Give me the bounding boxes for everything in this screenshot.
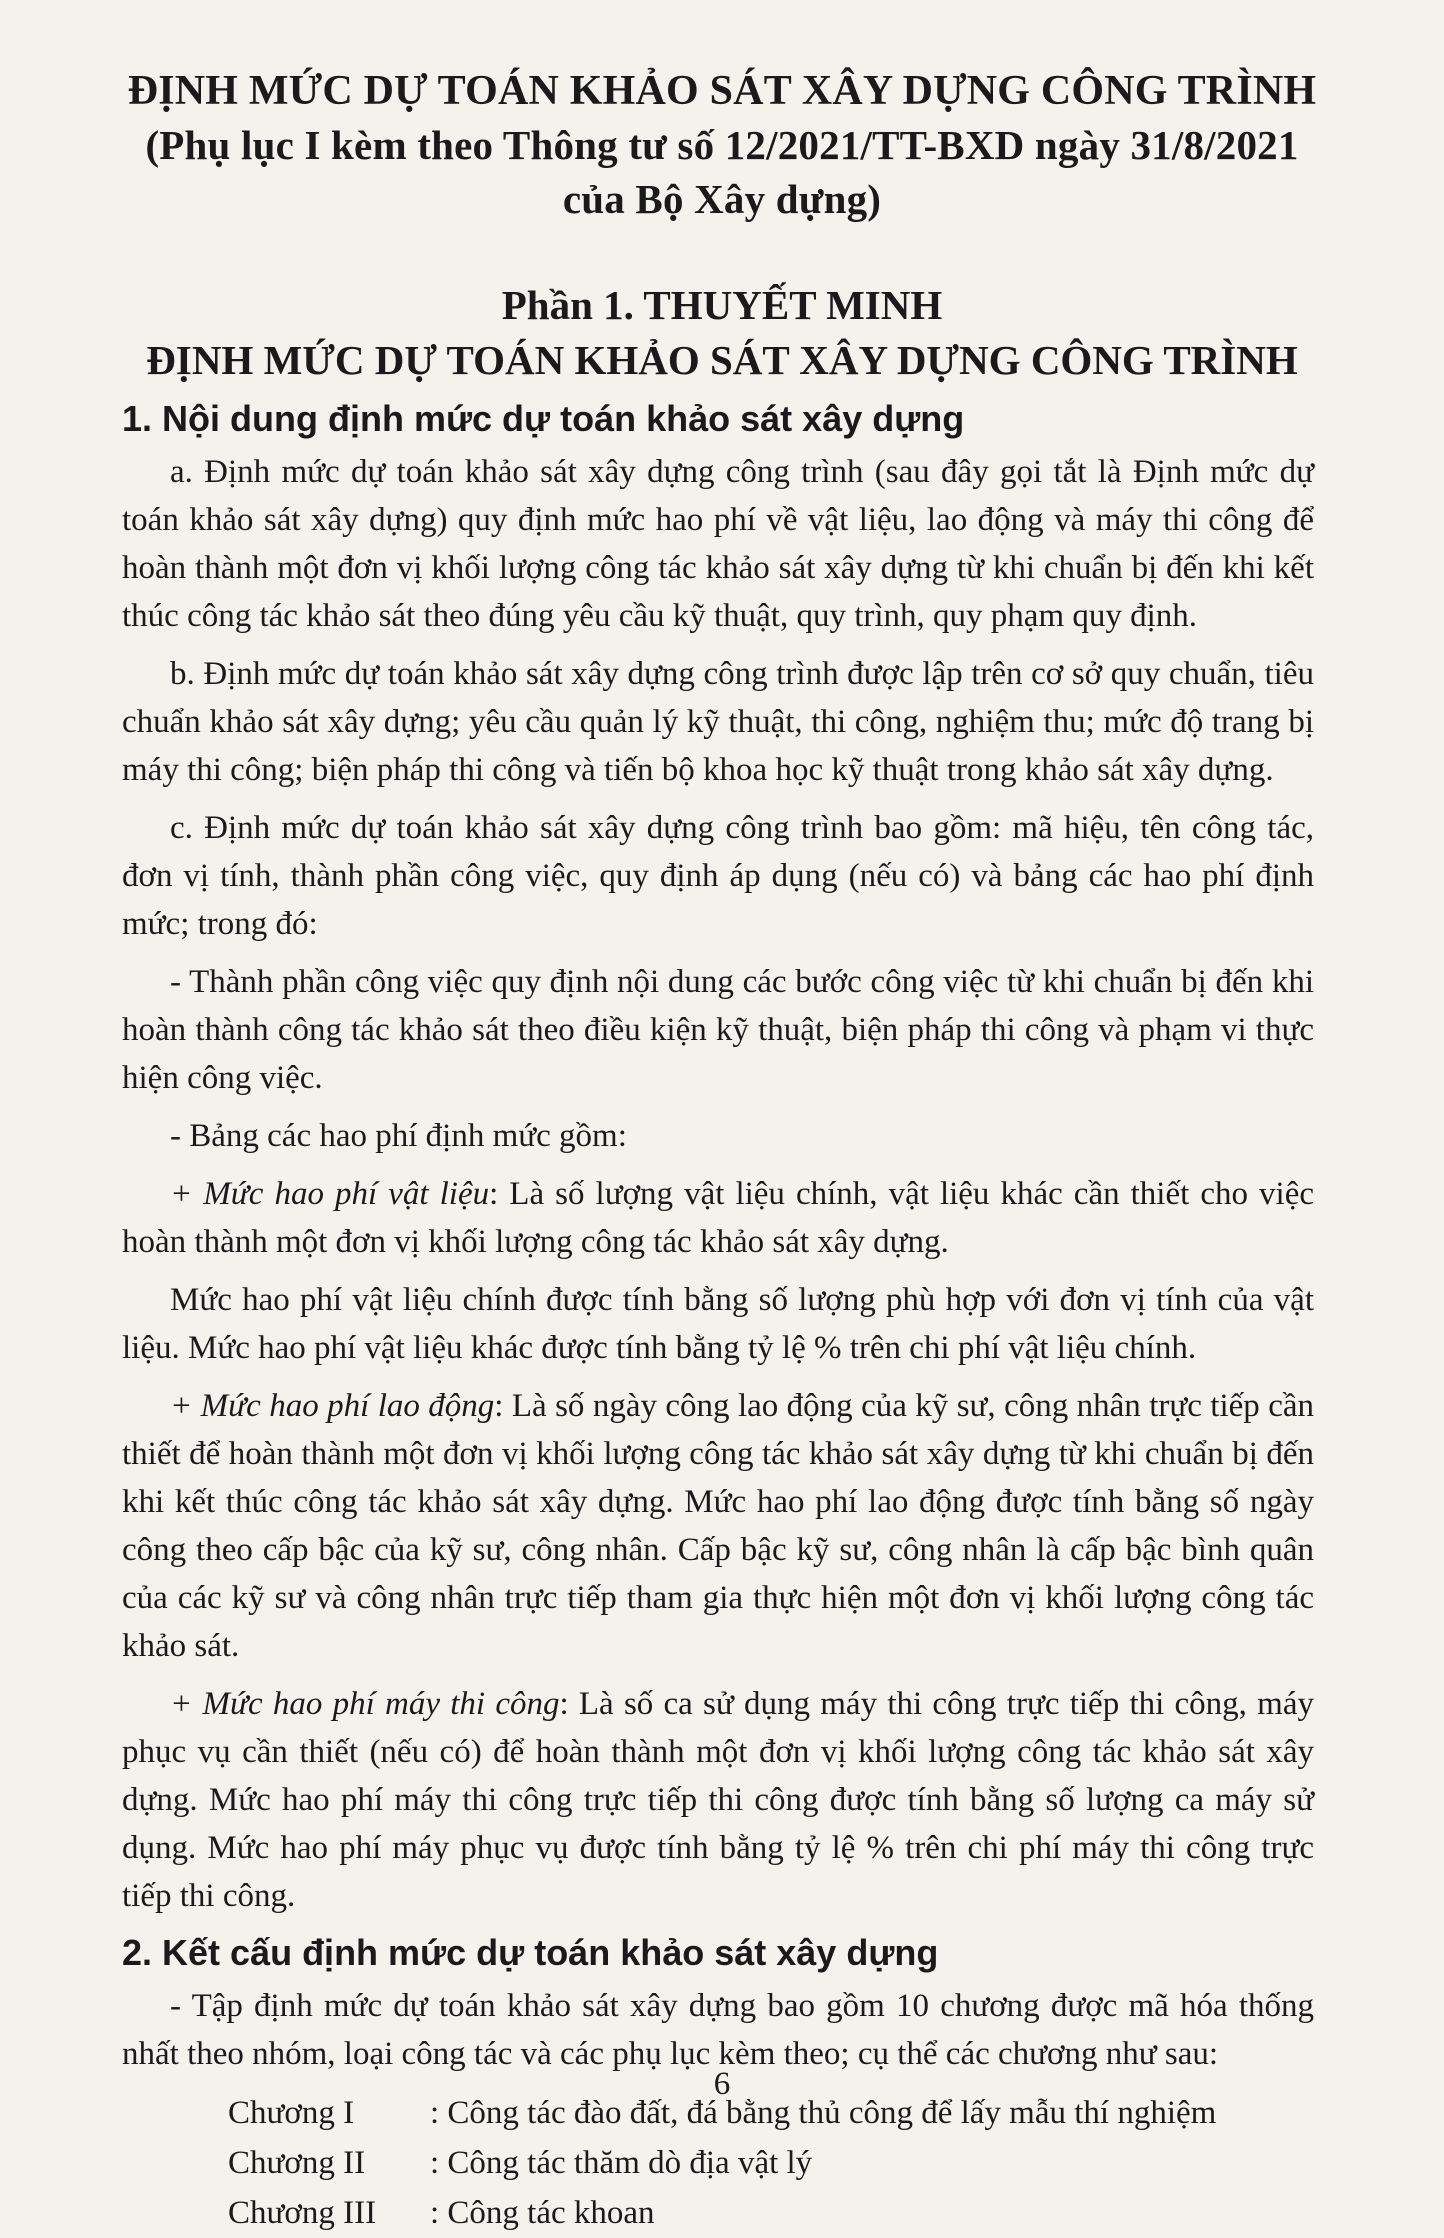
chapter-label: Chương I: [228, 2095, 355, 2131]
machine-text: : Là số ca sử dụng máy thi công trực tiếp thi công, máy phục vụ cần thiết (nếu có) để hoàn thành một đơn vị khối lượng công tác khảo sát xây dựng. Mức hao phí máy thi công trực tiếp thi công được tính bằng số lượng ca máy sử dụng. Mức hao phí máy phục vụ được tính bằng tỷ lệ % trên chi phí máy thi công trực tiếp thi công.: [122, 1686, 1314, 1914]
chapter-list: [0, 2088, 1444, 2238]
title-line-3: của Bộ Xây dựng): [562, 176, 882, 222]
chapter-text: : Công tác đào đất, đá bằng thủ công để lấy mẫu thí nghiệm: [430, 2095, 1217, 2131]
page-number: 6: [713, 2066, 731, 2102]
chapter-row: [228, 2138, 1444, 2188]
title-line-1: ĐỊNH MỨC DỰ TOÁN KHẢO SÁT XÂY DỰNG CÔNG TRÌNH: [127, 68, 1317, 114]
part-line-2: ĐỊNH MỨC DỰ TOÁN KHẢO SÁT XÂY DỰNG CÔNG TRÌNH: [146, 337, 1298, 383]
paragraph-material-note: Mức hao phí vật liệu chính được tính bằng số lượng phù hợp với đơn vị tính của vật liệu. Mức hao phí vật liệu khác được tính bằng tỷ lệ % trên chi phí vật liệu chính.: [122, 1282, 1314, 1366]
part-line-1: Phần 1. THUYẾT MINH: [501, 282, 943, 328]
paragraph-structure-intro: - Tập định mức dự toán khảo sát xây dựng bao gồm 10 chương được mã hóa thống nhất theo nhóm, loại công tác và các phụ lục kèm theo; cụ thể các chương như sau:: [122, 1988, 1314, 2072]
paragraph-c: c. Định mức dự toán khảo sát xây dựng công trình bao gồm: mã hiệu, tên công tác, đơn vị tính, thành phần công việc, quy định áp dụng (nếu có) và bảng các hao phí định mức; trong đó:: [122, 810, 1314, 942]
chapter-text: : Công tác thăm dò địa vật lý: [430, 2145, 813, 2181]
paragraph-work-components: - Thành phần công việc quy định nội dung các bước công việc từ khi chuẩn bị đến khi hoàn thành công tác khảo sát theo điều kiện kỹ thuật, biện pháp thi công và phạm vi thực hiện công việc.: [122, 964, 1314, 1096]
paragraph-a: a. Định mức dự toán khảo sát xây dựng công trình (sau đây gọi tắt là Định mức dự toán khảo sát xây dựng) quy định mức hao phí về vật liệu, lao động và máy thi công để hoàn thành một đơn vị khối lượng công tác khảo sát xây dựng từ khi chuẩn bị đến khi kết thúc công tác khảo sát theo đúng yêu cầu kỹ thuật, quy trình, quy phạm quy định.: [122, 454, 1314, 634]
title-line-2: (Phụ lục I kèm theo Thông tư số 12/2021/TT-BXD ngày 31/8/2021: [145, 122, 1299, 168]
paragraph-machine: [122, 1680, 1314, 1920]
material-term: + Mức hao phí vật liệu: [170, 1176, 490, 1212]
chapter-row: [228, 2188, 1444, 2238]
paragraph-material: [122, 1170, 1314, 1266]
chapter-label: Chương III: [228, 2195, 377, 2231]
document-title: [0, 64, 1444, 226]
section-1-body: [0, 448, 1444, 1920]
section-2-body: [0, 1982, 1444, 2078]
part-heading: [0, 278, 1444, 388]
labor-term: + Mức hao phí lao động: [170, 1388, 495, 1424]
paragraph-b: b. Định mức dự toán khảo sát xây dựng công trình được lập trên cơ sở quy chuẩn, tiêu chuẩn khảo sát xây dựng; yêu cầu quản lý kỹ thuật, thi công, nghiệm thu; mức độ trang bị máy thi công; biện pháp thi công và tiến bộ khoa học kỹ thuật trong khảo sát xây dựng.: [122, 656, 1314, 788]
material-text: : Là số lượng vật liệu chính, vật liệu khác cần thiết cho việc hoàn thành một đơn vị khối lượng công tác khảo sát xây dựng.: [122, 1176, 1314, 1260]
paragraph-labor: [122, 1382, 1314, 1670]
chapter-text: : Công tác khoan: [430, 2195, 655, 2231]
labor-text: : Là số ngày công lao động của kỹ sư, công nhân trực tiếp cần thiết để hoàn thành một đơn vị khối lượng công tác khảo sát xây dựng từ khi chuẩn bị đến khi kết thúc công tác khảo sát xây dựng. Mức hao phí lao động được tính bằng số ngày công theo cấp bậc của kỹ sư, công nhân. Cấp bậc kỹ sư, công nhân là cấp bậc bình quân của các kỹ sư và công nhân trực tiếp tham gia thực hiện một đơn vị khối lượng công tác khảo sát.: [122, 1388, 1314, 1664]
machine-term: + Mức hao phí máy thi công: [170, 1686, 560, 1722]
section-1-heading: 1. Nội dung định mức dự toán khảo sát xây dựng: [122, 398, 965, 439]
paragraph-cost-table: - Bảng các hao phí định mức gồm:: [170, 1118, 627, 1154]
chapter-label: Chương II: [228, 2145, 366, 2181]
section-2-heading: 2. Kết cấu định mức dự toán khảo sát xây dựng: [122, 1932, 939, 1973]
